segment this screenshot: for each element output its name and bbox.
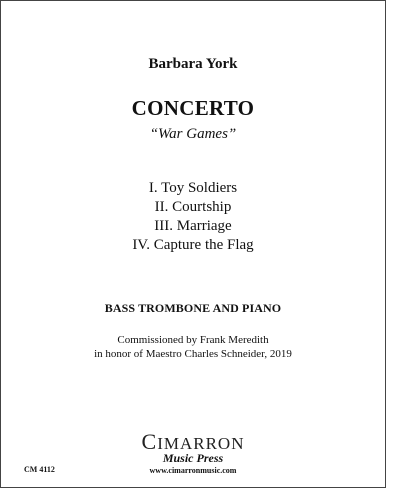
instrumentation: BASS TROMBONE AND PIANO [104, 301, 282, 315]
composer-name: Barbara York [148, 56, 238, 72]
commission-note [1, 333, 385, 361]
publisher-logo [1, 429, 385, 476]
movement-item: II. Courtship [154, 199, 232, 215]
commission-line: Commissioned by Frank Meredith [117, 334, 269, 346]
movement-item: I. Toy Soldiers [148, 180, 238, 196]
publisher-name [1, 429, 385, 454]
publisher-url: www.cimarronmusic.com [149, 466, 237, 475]
work-subtitle: “War Games” [149, 126, 237, 142]
movement-item: III. Marriage [154, 218, 232, 234]
publisher-name-rest: IMARRON [157, 434, 245, 453]
movement-list [1, 179, 385, 255]
movement-item: IV. Capture the Flag [132, 237, 254, 253]
catalog-number: CM 4112 [24, 465, 55, 474]
work-title: CONCERTO [131, 96, 255, 120]
commission-line: in honor of Maestro Charles Schneider, 2019 [94, 348, 292, 360]
publisher-name-initial: C [141, 429, 158, 454]
publisher-subtitle: Music Press [162, 451, 224, 465]
